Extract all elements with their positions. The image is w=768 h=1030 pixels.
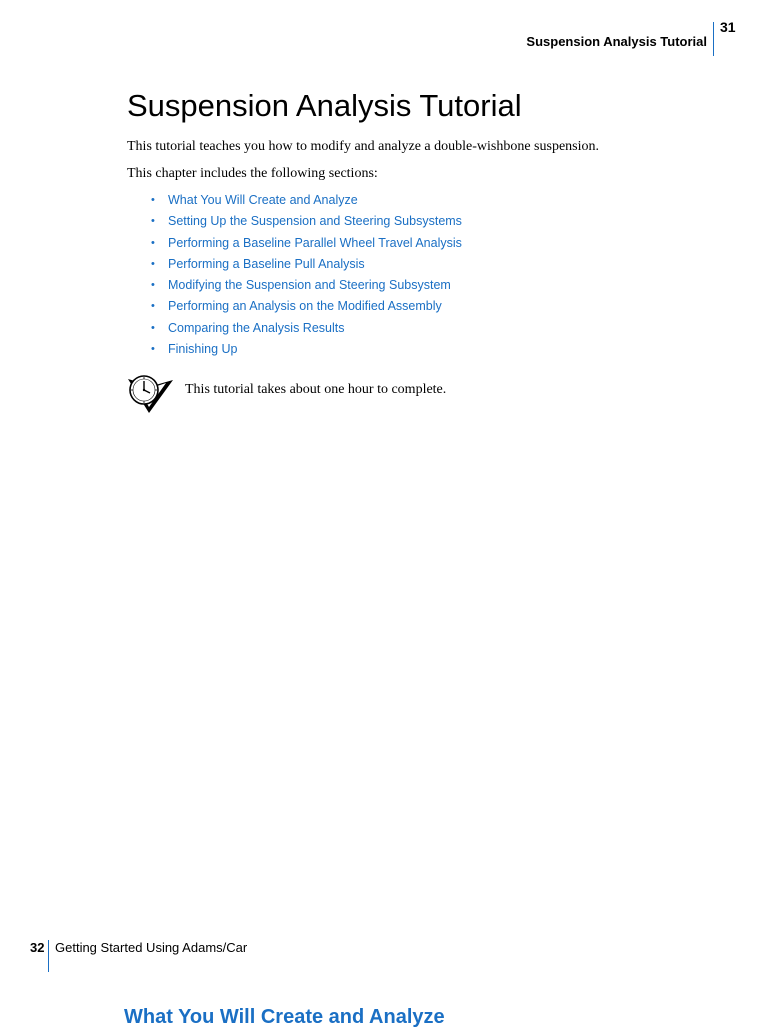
section-list <box>151 190 462 360</box>
section-link-create-analyze[interactable]: What You Will Create and Analyze <box>168 193 358 207</box>
section-link-modifying[interactable]: Modifying the Suspension and Steering Subsystem <box>168 278 451 293</box>
section-link-pull-analysis[interactable]: Performing a Baseline Pull Analysis <box>168 256 365 271</box>
list-item <box>151 318 462 339</box>
list-item <box>151 296 462 317</box>
bullet: • <box>151 343 155 356</box>
section-heading: What You Will Create and Analyze <box>124 1006 445 1028</box>
footer-page-number: 32 <box>30 940 45 955</box>
list-item <box>151 254 462 275</box>
section-link-parallel-wheel-travel[interactable]: Performing a Baseline Parallel Wheel Travel Analysis <box>168 235 462 250</box>
bullet: • <box>151 300 155 313</box>
intro-paragraph: This tutorial teaches you how to modify and analyze a double-wishbone suspension. <box>127 139 600 154</box>
running-header-title: Suspension Analysis Tutorial <box>526 34 707 49</box>
clock-checkmark-icon <box>126 372 176 416</box>
footer-divider <box>48 940 49 972</box>
bullet: • <box>151 279 155 292</box>
header-page-number: 31 <box>720 19 736 35</box>
bullet: • <box>151 215 155 228</box>
list-item <box>151 233 462 254</box>
bullet: • <box>151 321 155 334</box>
section-link-finishing-up[interactable]: Finishing Up <box>168 342 238 357</box>
list-item <box>151 339 462 360</box>
section-link-modified-assembly[interactable]: Performing an Analysis on the Modified Assembly <box>168 299 442 314</box>
section-link-setting-up[interactable]: Setting Up the Suspension and Steering Subsystems <box>168 214 462 229</box>
list-item <box>151 211 462 232</box>
list-item <box>151 190 462 211</box>
section-link-comparing[interactable]: Comparing the Analysis Results <box>168 320 345 335</box>
bullet: • <box>151 236 155 249</box>
list-item <box>151 275 462 296</box>
header-divider <box>713 22 714 56</box>
bullet: • <box>151 257 155 270</box>
chapter-title: Suspension Analysis Tutorial <box>127 88 522 123</box>
bullet: • <box>151 194 155 206</box>
sections-intro: This chapter includes the following sections: <box>127 166 378 181</box>
footer-book-title: Getting Started Using Adams/Car <box>55 940 248 955</box>
time-note: This tutorial takes about one hour to complete. <box>185 382 447 397</box>
